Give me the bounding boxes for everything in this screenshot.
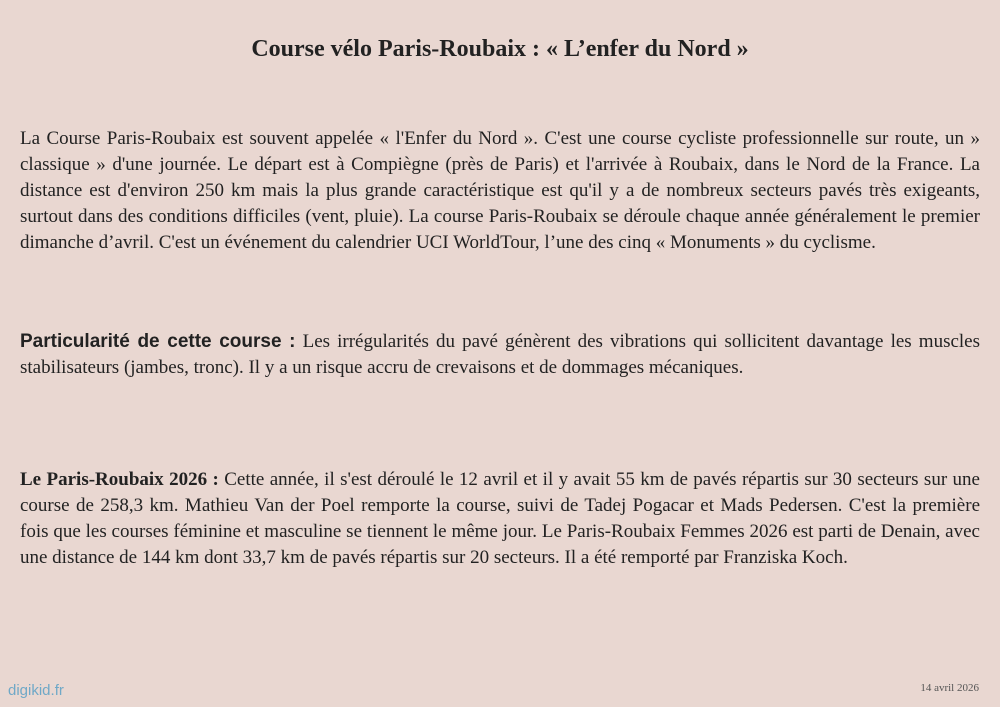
intro-text: La Course Paris-Roubaix est souvent appelée « l'Enfer du Nord ». C'est une course cycliste professionnelle sur route, un » classique » d'une journée. Le départ est à Compiègne (près de Paris) et l'arrivée à Roubaix, dans le Nord de la France. La distance est d'environ 250 km mais la plus grande caractéristique est qu'il y a de nombreux secteurs pavés très exigeants, surtout dans des conditions difficiles (vent, pluie). La course Paris-Roubaix se déroule chaque année généralement le premier dimanche d’avril. C'est un événement du calendrier UCI WorldTour, l’une des cinq « Monuments » du cyclisme. <box>20 128 980 253</box>
edition-text: Cette année, il s'est déroulé le 12 avril et il y avait 55 km de pavés répartis sur 30 secteurs sur une course de 258,3 km. Mathieu Van der Poel remporte la course, suivi de Tadej Pogacar et Mads Pedersen. C'est la première fois que les courses féminine et masculine se tiennent le même jour. Le Paris-Roubaix Femmes 2026 est parti de Denain, avec une distance de 144 km dont 33,7 km de pavés répartis sur 20 secteurs. Il a été remporté par Franziska Koch. <box>20 469 980 568</box>
particularity-text: Les irrégularités du pavé génèrent des vibrations qui sollicitent davantage les muscles stabilisateurs (jambes, tronc). Il y a un risque accru de crevaisons et de dommages mécaniques. <box>20 331 981 378</box>
site-brand: digikid.fr <box>8 682 64 699</box>
particularity-heading: Particularité de cette course : <box>20 331 296 352</box>
edition-heading: Le Paris-Roubaix 2026 : <box>20 469 219 490</box>
edition-paragraph <box>20 467 980 571</box>
particularity-paragraph <box>20 329 980 381</box>
intro-paragraph <box>20 126 980 256</box>
page-title: Course vélo Paris-Roubaix : « L’enfer du Nord » <box>251 36 749 62</box>
publication-date: 14 avril 2026 <box>920 682 979 694</box>
